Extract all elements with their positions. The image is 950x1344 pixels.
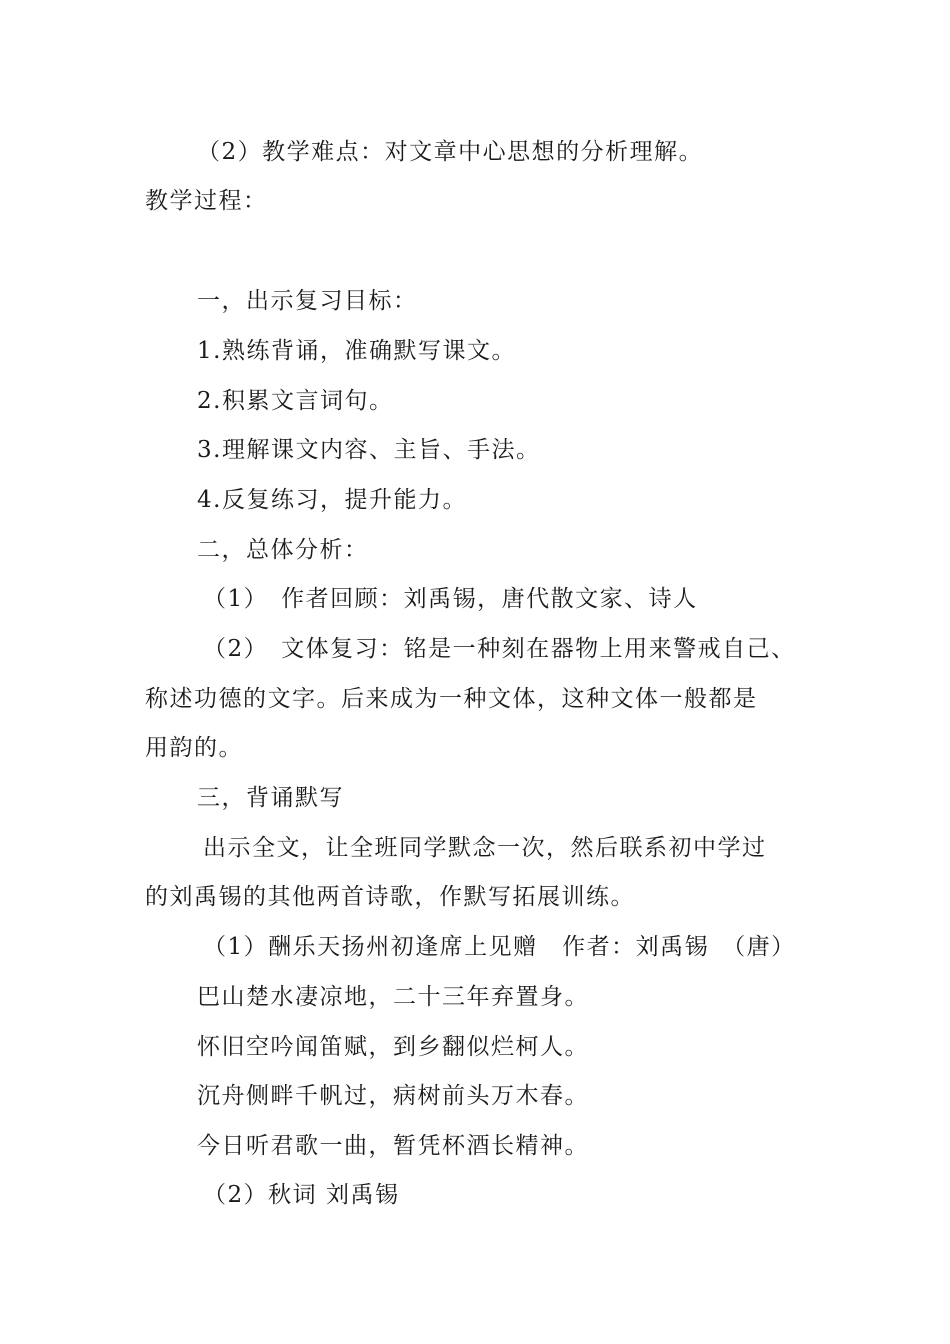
- recitation-paragraph-cont: 的刘禹锡的其他两首诗歌，作默写拓展训练。: [145, 884, 635, 910]
- analysis-item-1: （1） 作者回顾：刘禹锡，唐代散文家、诗人: [203, 586, 698, 612]
- goal-item-4: 4.反复练习，提升能力。: [197, 487, 467, 513]
- goal-item-2: 2.积累文言词句。: [197, 388, 394, 414]
- poem-1-line-1: 巴山楚水凄凉地，二十三年弃置身。: [197, 984, 589, 1010]
- poem-1-line-2: 怀旧空吟闻笛赋，到乡翻似烂柯人。: [197, 1034, 589, 1060]
- section-two-heading: 二，总体分析：: [197, 537, 369, 563]
- poem-1-line-4: 今日听君歌一曲，暂凭杯酒长精神。: [197, 1133, 589, 1159]
- poem-1-line-3: 沉舟侧畔千帆过，病树前头万木春。: [197, 1083, 589, 1109]
- goal-item-1: 1.熟练背诵，准确默写课文。: [197, 338, 516, 364]
- poem-2-title: （2）秋词 刘禹锡: [203, 1182, 400, 1208]
- goal-item-3: 3.理解课文内容、主旨、手法。: [197, 437, 541, 463]
- section-three-heading: 三，背诵默写: [197, 785, 344, 811]
- section-one-heading: 一，出示复习目标：: [197, 288, 418, 314]
- analysis-item-2-cont-1: 称述功德的文字。后来成为一种文体，这种文体一般都是: [145, 686, 758, 712]
- recitation-paragraph: 出示全文，让全班同学默念一次，然后联系初中学过: [203, 835, 767, 861]
- analysis-item-2: （2） 文体复习：铭是一种刻在器物上用来警戒自己、: [203, 636, 796, 662]
- analysis-item-2-cont-2: 用韵的。: [145, 735, 243, 761]
- teaching-process-heading: 教学过程：: [145, 188, 268, 214]
- poem-1-title: （1）酬乐天扬州初逢席上见赠 作者：刘禹锡 （唐）: [203, 934, 796, 960]
- teaching-difficulty-line: （2）教学难点：对文章中心思想的分析理解。: [197, 139, 704, 165]
